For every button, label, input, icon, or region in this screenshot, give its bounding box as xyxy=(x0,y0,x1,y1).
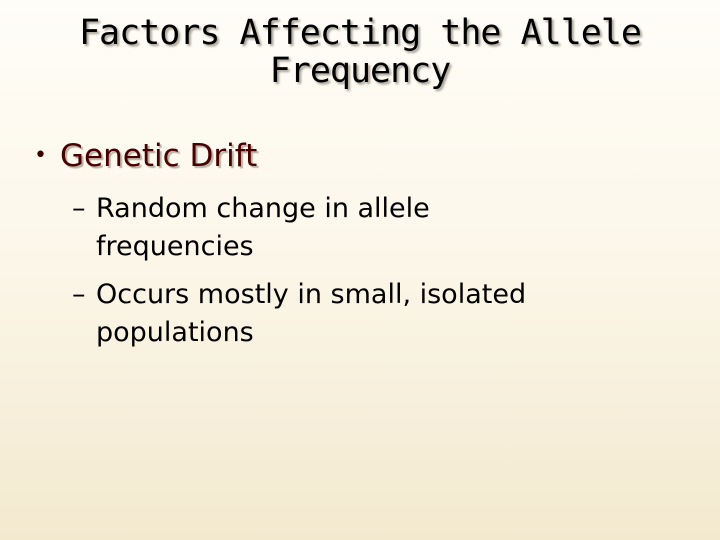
sub-bullet-text-line-2: populations xyxy=(96,317,254,348)
sub-bullet-text-line-1: Occurs mostly in small, isolated xyxy=(96,279,527,310)
bullet-heading: Genetic Drift xyxy=(60,138,258,174)
slide-title xyxy=(20,14,700,90)
title-line-2: Frequency xyxy=(269,51,451,91)
sub-bullet-text-line-2: frequencies xyxy=(96,231,254,262)
dash-icon: – xyxy=(72,193,86,224)
dash-icon: – xyxy=(72,279,86,310)
sub-bullet-list xyxy=(72,190,692,362)
sub-bullet-item xyxy=(72,190,692,266)
bullet-genetic-drift xyxy=(34,136,694,176)
title-line-1: Factors Affecting the Allele xyxy=(78,13,641,53)
bullet-icon: • xyxy=(34,143,47,168)
sub-bullet-text-line-1: Random change in allele xyxy=(96,193,430,224)
sub-bullet-item xyxy=(72,276,692,352)
